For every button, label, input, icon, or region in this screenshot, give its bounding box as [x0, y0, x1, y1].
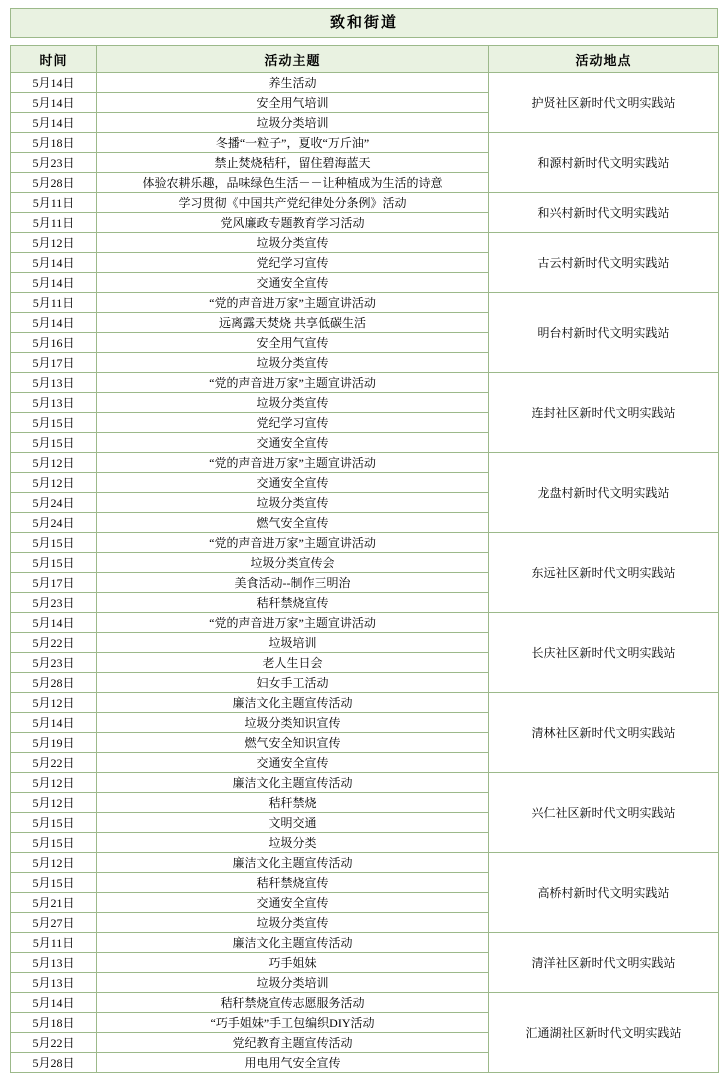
cell-theme: 安全用气宣传 — [97, 333, 489, 353]
cell-place: 龙盘村新时代文明实践站 — [489, 453, 719, 533]
cell-place: 长庆社区新时代文明实践站 — [489, 613, 719, 693]
table-row — [11, 453, 719, 473]
table-row — [11, 373, 719, 393]
cell-theme: 垃圾分类宣传 — [97, 393, 489, 413]
cell-theme: 党纪教育主题宣传活动 — [97, 1033, 489, 1053]
cell-date: 5月28日 — [11, 173, 97, 193]
cell-date: 5月14日 — [11, 273, 97, 293]
cell-theme: 体验农耕乐趣，品味绿色生活－－让种植成为生活的诗意 — [97, 173, 489, 193]
cell-date: 5月14日 — [11, 73, 97, 93]
cell-date: 5月12日 — [11, 853, 97, 873]
column-header-theme: 活动主题 — [97, 46, 489, 73]
cell-theme: 垃圾分类宣传 — [97, 493, 489, 513]
cell-date: 5月14日 — [11, 613, 97, 633]
cell-theme: 垃圾分类宣传会 — [97, 553, 489, 573]
cell-theme: 美食活动--制作三明治 — [97, 573, 489, 593]
cell-theme: “党的声音进万家”主题宣讲活动 — [97, 533, 489, 553]
cell-theme: 交通安全宣传 — [97, 473, 489, 493]
cell-date: 5月17日 — [11, 353, 97, 373]
table-row — [11, 233, 719, 253]
cell-date: 5月18日 — [11, 133, 97, 153]
table-row — [11, 613, 719, 633]
cell-theme: 交通安全宣传 — [97, 273, 489, 293]
cell-date: 5月14日 — [11, 93, 97, 113]
cell-theme: 垃圾分类 — [97, 833, 489, 853]
cell-date: 5月15日 — [11, 813, 97, 833]
cell-theme: 老人生日会 — [97, 653, 489, 673]
cell-date: 5月23日 — [11, 593, 97, 613]
cell-theme: 交通安全宣传 — [97, 893, 489, 913]
cell-theme: 秸秆禁烧宣传志愿服务活动 — [97, 993, 489, 1013]
table-row — [11, 133, 719, 153]
cell-theme: 垃圾分类宣传 — [97, 233, 489, 253]
cell-place: 护贤社区新时代文明实践站 — [489, 73, 719, 133]
cell-date: 5月15日 — [11, 413, 97, 433]
cell-theme: 巧手姐妹 — [97, 953, 489, 973]
cell-place: 兴仁社区新时代文明实践站 — [489, 773, 719, 853]
cell-date: 5月14日 — [11, 713, 97, 733]
cell-theme: 燃气安全知识宣传 — [97, 733, 489, 753]
table-row — [11, 293, 719, 313]
page-title: 致和街道 — [10, 8, 718, 38]
cell-place: 汇通湖社区新时代文明实践站 — [489, 993, 719, 1073]
cell-theme: 党纪学习宣传 — [97, 253, 489, 273]
cell-date: 5月11日 — [11, 933, 97, 953]
table-header-row — [11, 46, 719, 73]
cell-date: 5月28日 — [11, 673, 97, 693]
cell-date: 5月14日 — [11, 993, 97, 1013]
cell-theme: 妇女手工活动 — [97, 673, 489, 693]
cell-theme: 党风廉政专题教育学习活动 — [97, 213, 489, 233]
cell-theme: 交通安全宣传 — [97, 433, 489, 453]
activity-schedule-table — [10, 45, 719, 1073]
cell-place: 高桥村新时代文明实践站 — [489, 853, 719, 933]
cell-theme: 廉洁文化主题宣传活动 — [97, 773, 489, 793]
cell-place: 连封社区新时代文明实践站 — [489, 373, 719, 453]
cell-date: 5月14日 — [11, 253, 97, 273]
cell-date: 5月15日 — [11, 873, 97, 893]
cell-date: 5月13日 — [11, 973, 97, 993]
cell-date: 5月14日 — [11, 113, 97, 133]
cell-date: 5月16日 — [11, 333, 97, 353]
cell-date: 5月15日 — [11, 533, 97, 553]
cell-date: 5月24日 — [11, 493, 97, 513]
cell-date: 5月15日 — [11, 833, 97, 853]
table-row — [11, 73, 719, 93]
cell-date: 5月11日 — [11, 193, 97, 213]
cell-date: 5月24日 — [11, 513, 97, 533]
cell-theme: 廉洁文化主题宣传活动 — [97, 853, 489, 873]
cell-theme: 垃圾分类培训 — [97, 973, 489, 993]
cell-theme: 安全用气培训 — [97, 93, 489, 113]
cell-theme: 垃圾分类宣传 — [97, 353, 489, 373]
cell-date: 5月12日 — [11, 453, 97, 473]
cell-date: 5月21日 — [11, 893, 97, 913]
cell-date: 5月12日 — [11, 793, 97, 813]
cell-place: 清林社区新时代文明实践站 — [489, 693, 719, 773]
cell-theme: 燃气安全宣传 — [97, 513, 489, 533]
cell-theme: 秸秆禁烧 — [97, 793, 489, 813]
table-body — [11, 73, 719, 1073]
cell-theme: “党的声音进万家”主题宣讲活动 — [97, 613, 489, 633]
cell-date: 5月27日 — [11, 913, 97, 933]
cell-date: 5月28日 — [11, 1053, 97, 1073]
cell-date: 5月14日 — [11, 313, 97, 333]
cell-date: 5月13日 — [11, 393, 97, 413]
cell-date: 5月13日 — [11, 373, 97, 393]
cell-place: 古云村新时代文明实践站 — [489, 233, 719, 293]
column-header-time: 时间 — [11, 46, 97, 73]
cell-date: 5月22日 — [11, 633, 97, 653]
cell-theme: 廉洁文化主题宣传活动 — [97, 933, 489, 953]
cell-date: 5月11日 — [11, 293, 97, 313]
cell-date: 5月12日 — [11, 773, 97, 793]
cell-theme: 文明交通 — [97, 813, 489, 833]
cell-theme: 秸秆禁烧宣传 — [97, 593, 489, 613]
cell-theme: “党的声音进万家”主题宣讲活动 — [97, 453, 489, 473]
cell-date: 5月22日 — [11, 753, 97, 773]
cell-theme: “党的声音进万家”主题宣讲活动 — [97, 293, 489, 313]
table-row — [11, 533, 719, 553]
cell-place: 和源村新时代文明实践站 — [489, 133, 719, 193]
cell-theme: 廉洁文化主题宣传活动 — [97, 693, 489, 713]
table-row — [11, 773, 719, 793]
cell-date: 5月12日 — [11, 233, 97, 253]
cell-theme: 秸秆禁烧宣传 — [97, 873, 489, 893]
column-header-place: 活动地点 — [489, 46, 719, 73]
cell-date: 5月15日 — [11, 433, 97, 453]
cell-date: 5月22日 — [11, 1033, 97, 1053]
table-header — [11, 46, 719, 73]
cell-place: 清洋社区新时代文明实践站 — [489, 933, 719, 993]
cell-date: 5月23日 — [11, 653, 97, 673]
table-row — [11, 993, 719, 1013]
cell-date: 5月15日 — [11, 553, 97, 573]
cell-place: 明台村新时代文明实践站 — [489, 293, 719, 373]
cell-date: 5月23日 — [11, 153, 97, 173]
cell-theme: 垃圾分类宣传 — [97, 913, 489, 933]
cell-date: 5月13日 — [11, 953, 97, 973]
cell-theme: 用电用气安全宣传 — [97, 1053, 489, 1073]
cell-theme: 冬播“一粒子”，夏收“万斤油” — [97, 133, 489, 153]
cell-date: 5月19日 — [11, 733, 97, 753]
cell-date: 5月12日 — [11, 693, 97, 713]
table-row — [11, 933, 719, 953]
cell-theme: 垃圾分类知识宣传 — [97, 713, 489, 733]
table-row — [11, 853, 719, 873]
cell-theme: “党的声音进万家”主题宣讲活动 — [97, 373, 489, 393]
cell-place: 和兴村新时代文明实践站 — [489, 193, 719, 233]
cell-date: 5月18日 — [11, 1013, 97, 1033]
cell-place: 东远社区新时代文明实践站 — [489, 533, 719, 613]
cell-theme: 垃圾培训 — [97, 633, 489, 653]
cell-theme: 交通安全宣传 — [97, 753, 489, 773]
cell-date: 5月17日 — [11, 573, 97, 593]
cell-date: 5月12日 — [11, 473, 97, 493]
cell-theme: 党纪学习宣传 — [97, 413, 489, 433]
cell-theme: 学习贯彻《中国共产党纪律处分条例》活动 — [97, 193, 489, 213]
cell-theme: 养生活动 — [97, 73, 489, 93]
table-row — [11, 193, 719, 213]
cell-date: 5月11日 — [11, 213, 97, 233]
cell-theme: “巧手姐妹”手工包编织DIY活动 — [97, 1013, 489, 1033]
cell-theme: 禁止焚烧秸秆，留住碧海蓝天 — [97, 153, 489, 173]
cell-theme: 远离露天焚烧 共享低碳生活 — [97, 313, 489, 333]
table-row — [11, 693, 719, 713]
cell-theme: 垃圾分类培训 — [97, 113, 489, 133]
